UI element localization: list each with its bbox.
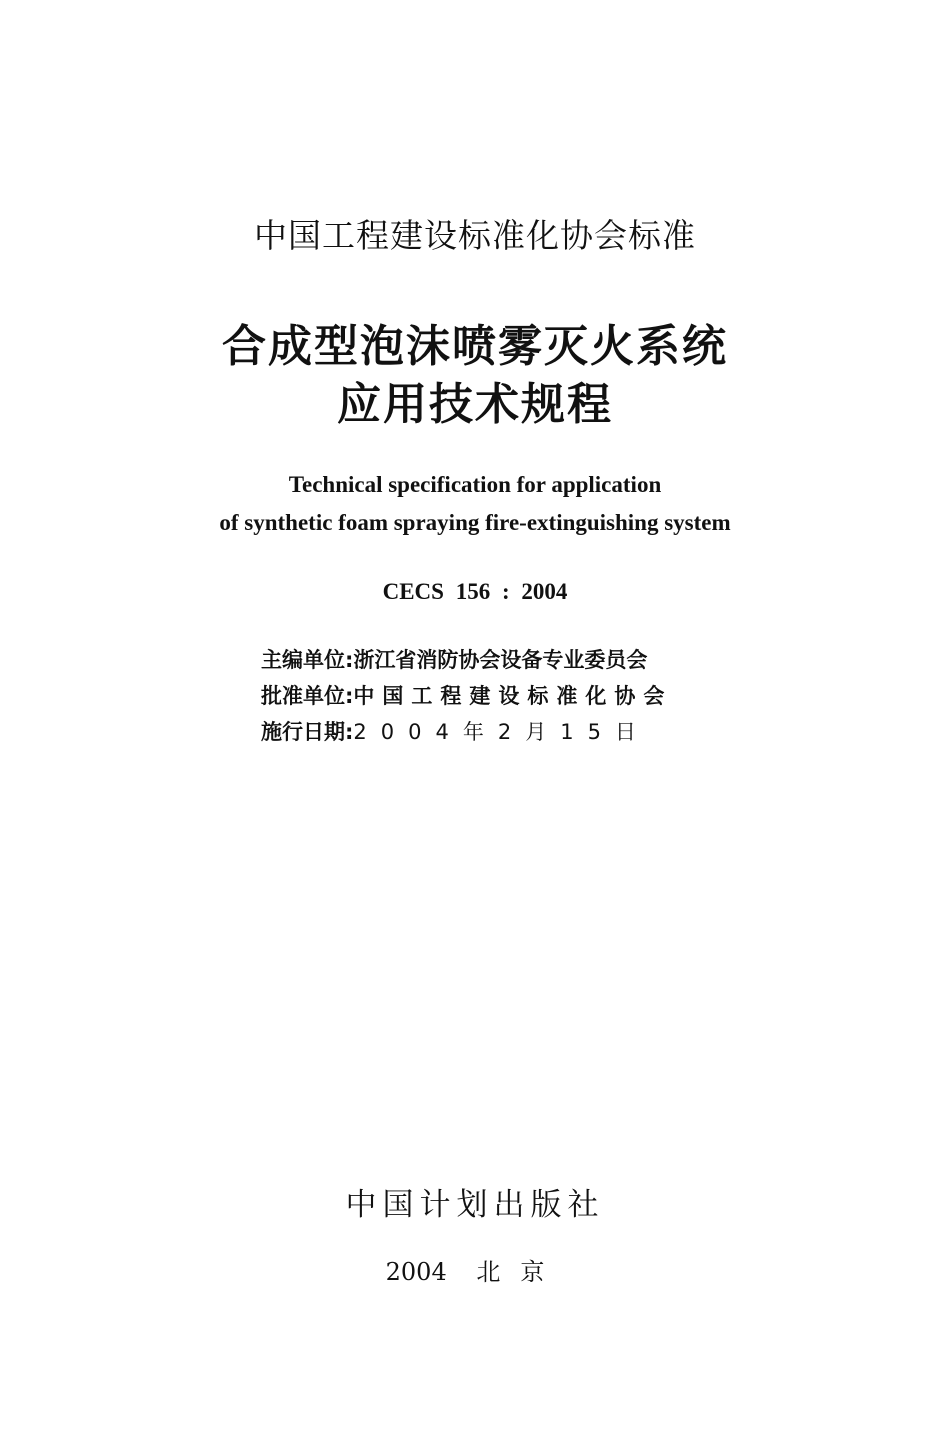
standard-code: CECS 156 : 2004 — [382, 579, 568, 604]
english-title-line-1: Technical specification for application — [288, 472, 662, 497]
meta-row-editor — [261, 642, 721, 678]
publication-year: 2004 — [385, 1258, 447, 1286]
meta-value-approver: 中国工程建设标准化协会 — [353, 684, 673, 708]
meta-value-editor: 浙江省消防协会设备专业委员会 — [353, 648, 648, 672]
title-line-2: 应用技术规程 — [337, 379, 613, 430]
standard-series-label: 中国工程建设标准化协会标准 — [254, 216, 696, 255]
title-line-1: 合成型泡沫喷雾灭火系统 — [222, 321, 728, 372]
publisher-name: 中国计划出版社 — [345, 1187, 605, 1223]
meta-label-effective-date: 施行日期: — [261, 720, 354, 744]
meta-label-approver: 批准单位: — [261, 684, 354, 708]
meta-value-effective-date: 2004年2月15日 — [353, 720, 650, 744]
meta-row-effective-date — [261, 714, 721, 750]
document-title — [0, 318, 950, 434]
meta-label-editor: 主编单位: — [261, 648, 354, 672]
publication-city: 北京 — [476, 1258, 565, 1286]
english-title-line-2: of synthetic foam spraying fire-extinguishing system — [219, 510, 731, 535]
meta-row-approver — [261, 678, 721, 714]
publication-place-year — [0, 1252, 950, 1292]
meta-info — [261, 642, 721, 750]
english-title — [0, 466, 950, 542]
